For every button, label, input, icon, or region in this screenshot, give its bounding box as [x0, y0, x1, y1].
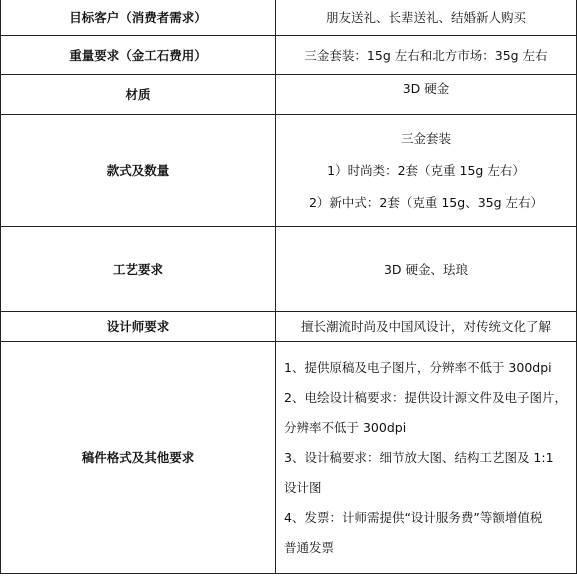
format-line-7: 普通发票: [284, 539, 335, 555]
row-value-target-customer: 朋友送礼、长辈送礼、结婚新人购买: [276, 0, 577, 36]
table-row-target-customer: [1, 0, 577, 36]
row-value-craft: 3D 硬金、珐琅: [276, 227, 577, 312]
row-label-format: 稿件格式及其他要求: [1, 342, 276, 574]
row-label-target-customer: 目标客户（消费者需求）: [1, 0, 276, 36]
format-line-6: 4、发票：计师需提供“设计服务费”等额增值税: [284, 509, 543, 525]
table-row-craft: [1, 227, 577, 312]
row-label-craft: 工艺要求: [1, 227, 276, 312]
table-row-style-quantity: [1, 115, 577, 227]
format-line-1: 1、提供原稿及电子图片，分辨率不低于 300dpi: [284, 359, 552, 375]
row-label-style-quantity: 款式及数量: [1, 115, 276, 227]
row-label-material: 材质: [1, 75, 276, 115]
format-line-2: 2、电绘设计稿要求：提供设计源文件及电子图片，: [284, 389, 567, 405]
row-label-weight: 重量要求（金工石费用）: [1, 36, 276, 75]
style-line-1: 三金套装: [400, 130, 451, 146]
row-label-designer: 设计师要求: [1, 312, 276, 342]
row-value-format: [276, 342, 577, 574]
format-line-5: 设计图: [284, 479, 322, 495]
table-row-weight: [1, 36, 577, 75]
style-line-3: 2）新中式：2套（克重 15g、35g 左右）: [308, 194, 544, 210]
style-line-2: 1）时尚类：2套（克重 15g 左右）: [327, 162, 525, 178]
format-line-4: 3、设计稿要求：细节放大图、结构工艺图及 1:1: [284, 449, 554, 465]
table-row-designer: [1, 312, 577, 342]
row-value-designer: 擅长潮流时尚及中国风设计，对传统文化了解: [276, 312, 577, 342]
format-line-3: 分辨率不低于 300dpi: [284, 419, 407, 435]
row-value-weight: 三金套装：15g 左右和北方市场：35g 左右: [276, 36, 577, 75]
row-value-style-quantity: [276, 115, 577, 227]
table-row-format: [1, 342, 577, 574]
table-row-material: [1, 75, 577, 115]
row-value-material: 3D 硬金: [276, 75, 577, 115]
